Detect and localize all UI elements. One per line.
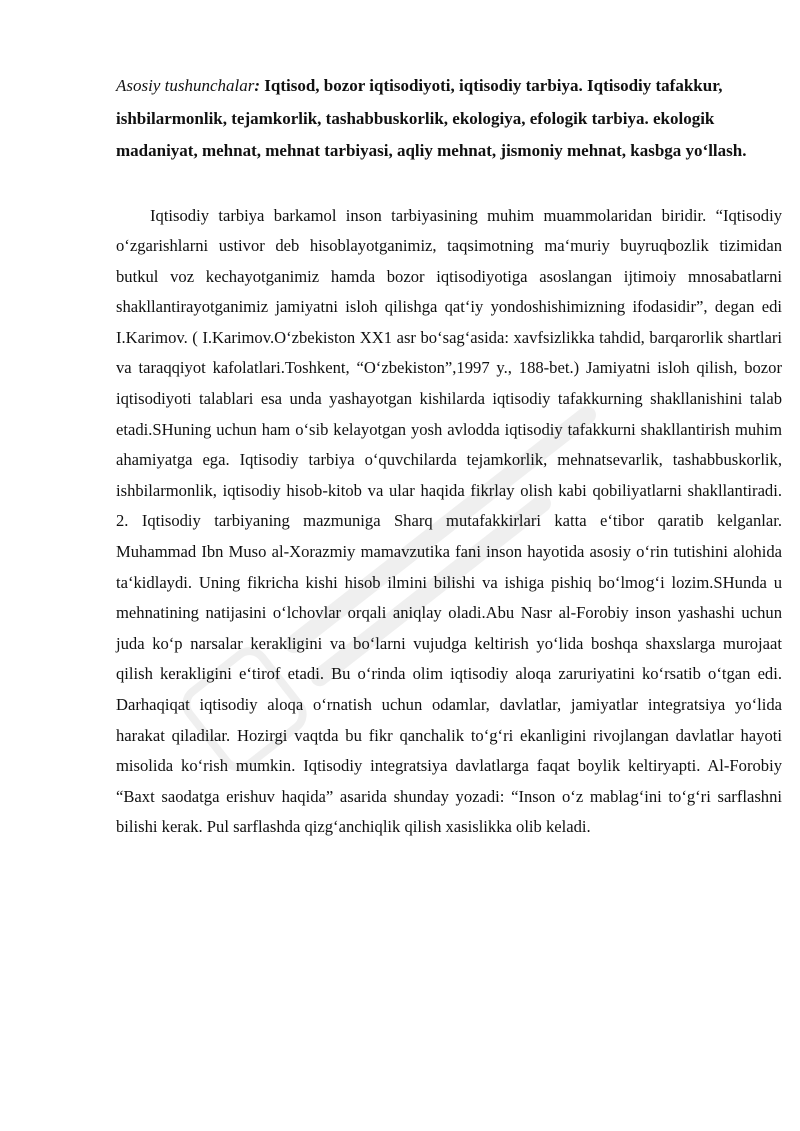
keywords-paragraph [116, 70, 782, 168]
keywords-colon: : [254, 76, 261, 95]
keywords-label: Asosiy tushunchalar [116, 76, 255, 95]
body-paragraph: Iqtisodiy tarbiya barkamol inson tarbiyasining muhim muammolaridan biridir. “Iqtisodiy o‘zgarishlarni ustivor deb hisoblayotganimiz, taqsimotning ma‘muriy buyruqbozlik tizimidan butkul voz kechayotganimiz hamda bozor iqtisodiyotiga asoslangan ijtimoiy mnosabatlarni shakllantirayotganimiz jamiyatni isloh qilishga qat‘iy yondoshishimizning ifodasidir”, degan edi I.Karimov. ( I.Karimov.O‘zbekiston XX1 asr bo‘sag‘asida: xavfsizlikka tahdid, barqarorlik shartlari va taraqqiyot kafolatlari.Toshkent, “O‘zbekiston”,1997 y., 188-bet.) Jamiyatni isloh qilish, bozor iqtisodiyoti talablari esa unda yashayotgan kishilarda iqtisodiy tafakkurning shakllanishini talab etadi.SHuning uchun ham o‘sib kelayotgan yosh avlodda iqtisodiy tafakkurni shakllantirish muhim ahamiyatga ega. Iqtisodiy tarbiya o‘quvchilarda tejamkorlik, mehnatsevarlik, tashabbuskorlik, ishbilarmonlik, iqtisodiy hisob-kitob va ular haqida fikrlay olish kabi qobiliyatlarni shakllantiradi. 2. Iqtisodiy tarbiyaning mazmuniga Sharq mutafakkirlari katta e‘tibor qaratib kelganlar. Muhammad Ibn Muso al-Xorazmiy mamavzutika fani inson hayotida asosiy o‘rin tutishini alohida ta‘kidlaydi. Uning fikricha kishi hisob ilmini bilishi va ishiga pishiq bo‘lmog‘i lozim.SHunda u mehnatining natijasini o‘lchovlar orqali aniqlay oladi.Abu Nasr al-Forobiy inson yashashi uchun juda ko‘p narsalar kerakligini va bo‘larni vujudga keltirish yo‘lida boshqa shaxslarga murojaat qilish kerakligini e‘tirof etadi. Bu o‘rinda olim iqtisodiy aloqa zaruriyatini ko‘rsatib o‘tgan edi. Darhaqiqat iqtisodiy aloqa o‘rnatish uchun odamlar, davlatlar, jamiyatlar integratsiya yo‘lida harakat qiladilar. Hozirgi vaqtda bu fikr qanchalik to‘g‘ri ekanligini rivojlangan davlatlar hayoti misolida ko‘rish mumkin. Iqtisodiy integratsiya davlatlarga faqat boylik keltiryapti. Al-Forobiy “Baxt saodatga erishuv haqida” asarida shunday yozadi: “Inson o‘z mablag‘ini to‘g‘ri sarflashni bilishi kerak. Pul sarflashda qizg‘anchiqlik qilish xasislikka olib keladi. [116, 205, 782, 837]
document-content [116, 70, 782, 860]
keywords-terms: Iqtisod, bozor iqtisodiyoti, iqtisodiy tarbiya. Iqtisodiy tafakkur, ishbilarmonlik, tejamkorlik, tashabbuskorlik, ekologiya, efologik tarbiya. ekologik madaniyat, mehnat, mehnat tarbiyasi, aqliy mehnat, jismoniy mehnat, kasbga yo‘llash. [116, 76, 747, 160]
